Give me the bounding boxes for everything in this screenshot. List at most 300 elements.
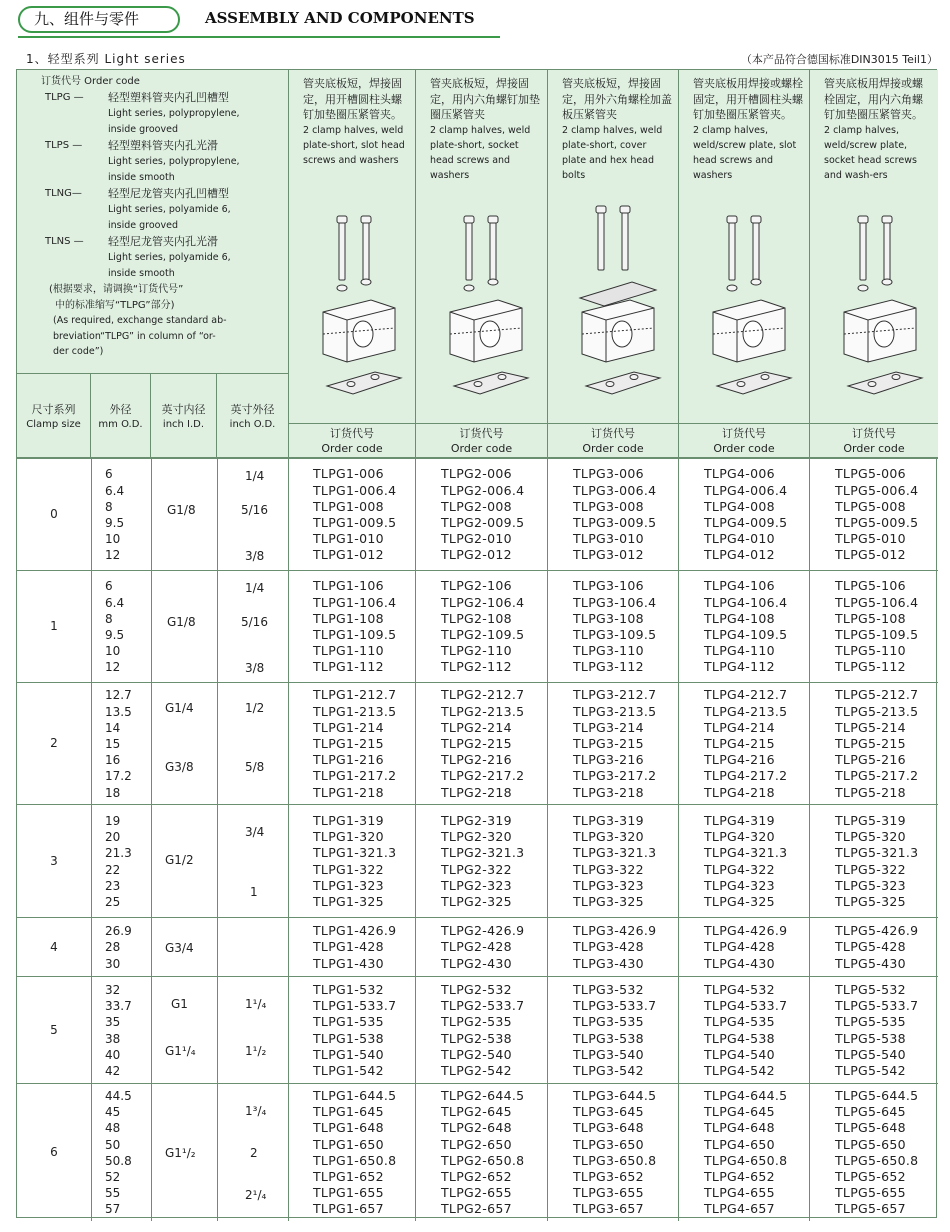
order-code-cell[interactable]: TLPG5-655 bbox=[835, 1185, 906, 1201]
order-code-list bbox=[313, 813, 396, 910]
order-code-cell[interactable]: TLPG3-650.8 bbox=[573, 1152, 657, 1168]
inch-od: 3/4 bbox=[245, 825, 265, 839]
order-code-cell[interactable]: TLPG4-006.4 bbox=[704, 482, 788, 498]
order-code-cell[interactable]: TLPG2-008 bbox=[441, 498, 512, 514]
order-code-list bbox=[313, 923, 396, 972]
order-code-cell[interactable]: TLPG1-426.9 bbox=[313, 923, 397, 939]
order-code-cell[interactable]: TLPG4-648 bbox=[704, 1120, 775, 1136]
order-code-cell[interactable]: TLPG5-535 bbox=[835, 1014, 906, 1030]
order-code-header bbox=[679, 423, 809, 457]
legend-en-text: inside grooved bbox=[108, 220, 178, 231]
order-code-cell[interactable]: TLPG5-213.5 bbox=[835, 703, 919, 719]
order-code-cell[interactable]: TLPG1-535 bbox=[313, 1014, 384, 1030]
legend-entry-line bbox=[45, 234, 288, 250]
order-code-cell[interactable]: TLPG5-426.9 bbox=[835, 923, 919, 939]
order-code-cell[interactable]: TLPG2-532 bbox=[441, 981, 512, 997]
order-code-cell[interactable]: TLPG4-540 bbox=[704, 1046, 775, 1062]
order-code-cell[interactable]: TLPG1-323 bbox=[313, 877, 384, 893]
order-code-cell[interactable]: TLPG5-319 bbox=[835, 812, 906, 828]
order-code-cell[interactable]: TLPG4-215 bbox=[704, 735, 775, 751]
order-code-cell[interactable]: TLPG3-110 bbox=[573, 643, 644, 659]
order-code-cell[interactable]: TLPG4-644.5 bbox=[704, 1088, 788, 1103]
order-code-cell[interactable]: TLPG4-213.5 bbox=[704, 703, 788, 719]
order-code-cell[interactable]: TLPG5-110 bbox=[835, 643, 906, 659]
order-code-cell[interactable]: TLPG5-008 bbox=[835, 498, 906, 514]
legend-en-2 bbox=[45, 122, 288, 138]
order-code-cell[interactable]: TLPG3-650 bbox=[573, 1136, 644, 1152]
order-code-cell[interactable]: TLPG2-218 bbox=[441, 784, 512, 800]
inch-od: 1 bbox=[250, 885, 258, 899]
legend-en-text: inside smooth bbox=[108, 172, 175, 183]
order-code-cell[interactable]: TLPG2-430 bbox=[441, 955, 512, 971]
order-code-cell[interactable]: TLPG4-319 bbox=[704, 812, 775, 828]
order-code-cell[interactable]: TLPG5-214 bbox=[835, 719, 906, 735]
od-value: 55 bbox=[105, 1186, 121, 1201]
order-code-cell[interactable]: TLPG4-010 bbox=[704, 531, 775, 547]
order-code-cell[interactable]: TLPG4-006 bbox=[704, 466, 775, 482]
order-code-cell[interactable]: TLPG5-320 bbox=[835, 829, 906, 845]
order-code-cell[interactable]: TLPG3-645 bbox=[573, 1104, 644, 1120]
order-code-cell[interactable]: TLPG3-217.2 bbox=[573, 768, 657, 784]
order-code-cell[interactable]: TLPG1-006.4 bbox=[313, 482, 397, 498]
order-code-cell[interactable]: TLPG5-430 bbox=[835, 955, 906, 971]
order-code-cell[interactable]: TLPG5-212.7 bbox=[835, 687, 919, 703]
order-code-cell[interactable]: TLPG2-542 bbox=[441, 1062, 512, 1078]
order-code-cell[interactable]: TLPG1-540 bbox=[313, 1046, 384, 1062]
order-code-cell[interactable]: TLPG2-112 bbox=[441, 659, 512, 675]
order-code-cell[interactable]: TLPG2-109.5 bbox=[441, 627, 525, 642]
order-code-cell[interactable]: TLPG2-657 bbox=[441, 1201, 512, 1217]
order-code-cell[interactable]: TLPG1-321.3 bbox=[313, 845, 397, 861]
order-code-cell[interactable]: TLPG3-012 bbox=[573, 547, 644, 563]
product-description bbox=[430, 76, 541, 183]
order-code-cell[interactable]: TLPG3-320 bbox=[573, 829, 644, 845]
order-code-cell[interactable]: TLPG1-214 bbox=[313, 719, 384, 735]
order-code-cell[interactable]: TLPG1-322 bbox=[313, 861, 384, 877]
order-code-cell[interactable]: TLPG4-214 bbox=[704, 719, 775, 735]
order-code-en: Order code bbox=[843, 442, 905, 455]
order-code-cell[interactable]: TLPG5-009.5 bbox=[835, 515, 919, 530]
order-code-cell[interactable]: TLPG2-323 bbox=[441, 877, 512, 893]
order-code-cell[interactable]: TLPG4-110 bbox=[704, 643, 775, 659]
od-value: 14 bbox=[105, 720, 121, 735]
order-code-list bbox=[573, 687, 656, 800]
od-list bbox=[105, 813, 132, 910]
order-code-cell[interactable]: TLPG1-012 bbox=[313, 547, 384, 563]
order-code-cell[interactable]: TLPG2-214 bbox=[441, 719, 512, 735]
order-code-cell[interactable]: TLPG3-106.4 bbox=[573, 594, 657, 610]
inch-od-zh: 英寸外径 bbox=[230, 403, 275, 416]
order-code-zh: 订货代号 bbox=[459, 427, 504, 440]
order-code-cell[interactable]: TLPG5-657 bbox=[835, 1201, 906, 1217]
clamp-assembly-drawing bbox=[428, 200, 536, 400]
table-body bbox=[17, 457, 938, 1219]
order-code-cell[interactable]: TLPG1-650 bbox=[313, 1136, 384, 1152]
order-code-cell[interactable]: TLPG1-319 bbox=[313, 812, 384, 828]
order-code-cell[interactable]: TLPG1-533.7 bbox=[313, 998, 397, 1014]
od-en: mm O.D. bbox=[98, 419, 143, 430]
order-code-cell[interactable]: TLPG5-109.5 bbox=[835, 627, 919, 642]
order-code-cell[interactable]: TLPG3-109.5 bbox=[573, 627, 657, 642]
order-code-cell[interactable]: TLPG1-218 bbox=[313, 784, 384, 800]
order-code-cell[interactable]: TLPG5-321.3 bbox=[835, 845, 919, 861]
order-code-cell[interactable]: TLPG4-106.4 bbox=[704, 594, 788, 610]
order-code-cell[interactable]: TLPG4-535 bbox=[704, 1014, 775, 1030]
order-code-cell[interactable]: TLPG3-213.5 bbox=[573, 703, 657, 719]
order-code-cell[interactable]: TLPG3-648 bbox=[573, 1120, 644, 1136]
order-code-cell[interactable]: TLPG3-008 bbox=[573, 498, 644, 514]
order-code-cell[interactable]: TLPG2-644.5 bbox=[441, 1088, 525, 1103]
order-code-cell[interactable]: TLPG1-538 bbox=[313, 1030, 384, 1046]
order-code-cell[interactable]: TLPG4-533.7 bbox=[704, 998, 788, 1014]
legend-en-2 bbox=[45, 170, 288, 186]
order-code-cell[interactable]: TLPG3-006.4 bbox=[573, 482, 657, 498]
order-code-cell[interactable]: TLPG5-010 bbox=[835, 531, 906, 547]
order-code-list bbox=[835, 687, 918, 800]
order-code-cell[interactable]: TLPG5-542 bbox=[835, 1062, 906, 1078]
order-code-cell[interactable]: TLPG4-212.7 bbox=[704, 687, 788, 703]
order-code-cell[interactable]: TLPG3-426.9 bbox=[573, 923, 657, 939]
order-code-cell[interactable]: TLPG3-322 bbox=[573, 861, 644, 877]
inch-id: G3/8 bbox=[165, 760, 194, 774]
order-code-cell[interactable]: TLPG5-540 bbox=[835, 1046, 906, 1062]
order-code-cell[interactable]: TLPG1-106.4 bbox=[313, 594, 397, 610]
group-size-3 bbox=[17, 805, 938, 918]
order-code-cell[interactable]: TLPG3-323 bbox=[573, 877, 644, 893]
order-code-cell[interactable]: TLPG3-216 bbox=[573, 752, 644, 768]
product-desc-en: 2 clamp halves, weld/screw plate, slot head screws and washers bbox=[693, 124, 797, 181]
legend-entry bbox=[45, 138, 288, 186]
order-code-cell[interactable]: TLPG2-009.5 bbox=[441, 515, 525, 530]
order-code-list bbox=[313, 1088, 396, 1218]
legend-en-1 bbox=[45, 202, 288, 218]
order-code-cell[interactable]: TLPG4-321.3 bbox=[704, 845, 788, 861]
order-code-cell[interactable]: TLPG2-006.4 bbox=[441, 482, 525, 498]
order-code-cell[interactable]: TLPG4-428 bbox=[704, 939, 775, 955]
order-code-block bbox=[17, 70, 288, 373]
group-size-4 bbox=[17, 918, 938, 977]
order-code-cell[interactable]: TLPG2-212.7 bbox=[441, 687, 525, 703]
od-value: 18 bbox=[105, 785, 121, 800]
order-code-cell[interactable]: TLPG4-320 bbox=[704, 829, 775, 845]
order-code-list bbox=[441, 923, 524, 972]
order-code-cell[interactable]: TLPG3-212.7 bbox=[573, 687, 657, 703]
order-code-cell[interactable]: TLPG4-008 bbox=[704, 498, 775, 514]
product-description bbox=[824, 76, 932, 183]
order-code-cell[interactable]: TLPG2-319 bbox=[441, 812, 512, 828]
inch-id-header bbox=[151, 374, 217, 458]
clamp-assembly-drawing bbox=[691, 200, 799, 400]
order-code-cell[interactable]: TLPG3-652 bbox=[573, 1169, 644, 1185]
order-code-cell[interactable]: TLPG4-645 bbox=[704, 1104, 775, 1120]
od-value: 16 bbox=[105, 753, 121, 768]
order-code-cell[interactable]: TLPG4-426.9 bbox=[704, 923, 788, 939]
order-code-cell[interactable]: TLPG3-657 bbox=[573, 1201, 644, 1217]
order-code-zh: 订货代号 bbox=[852, 427, 896, 440]
inch-id: G3/4 bbox=[165, 941, 194, 955]
order-code-cell[interactable]: TLPG3-108 bbox=[573, 610, 644, 626]
order-code-cell[interactable]: TLPG3-540 bbox=[573, 1046, 644, 1062]
order-code-cell[interactable]: TLPG5-648 bbox=[835, 1120, 906, 1136]
order-code-cell[interactable]: TLPG1-428 bbox=[313, 939, 384, 955]
order-code-cell[interactable]: TLPG2-540 bbox=[441, 1046, 512, 1062]
order-code-title: 订货代号 Order code bbox=[41, 76, 140, 87]
order-code-cell[interactable]: TLPG1-652 bbox=[313, 1169, 384, 1185]
inch-od: 5/8 bbox=[245, 760, 265, 774]
order-code-cell[interactable]: TLPG5-006.4 bbox=[835, 482, 919, 498]
order-code-cell[interactable]: TLPG3-655 bbox=[573, 1185, 644, 1201]
order-code-cell[interactable]: TLPG4-322 bbox=[704, 861, 775, 877]
order-code-cell[interactable]: TLPG2-217.2 bbox=[441, 768, 525, 784]
order-code-cell[interactable]: TLPG3-010 bbox=[573, 531, 644, 547]
order-code-cell[interactable]: TLPG3-428 bbox=[573, 939, 644, 955]
order-code-cell[interactable]: TLPG5-645 bbox=[835, 1104, 906, 1120]
od-value: 10 bbox=[105, 644, 121, 659]
order-code-cell[interactable]: TLPG5-006 bbox=[835, 466, 906, 482]
legend-entry-line bbox=[45, 186, 288, 202]
od-value: 48 bbox=[105, 1121, 121, 1136]
order-code-cell[interactable]: TLPG5-106.4 bbox=[835, 594, 919, 610]
order-code-cell[interactable]: TLPG3-542 bbox=[573, 1062, 644, 1078]
order-code-cell[interactable]: TLPG2-108 bbox=[441, 610, 512, 626]
order-code-cell[interactable]: TLPG5-322 bbox=[835, 861, 906, 877]
order-code-cell[interactable]: TLPG4-650 bbox=[704, 1136, 775, 1152]
order-code-cell[interactable]: TLPG3-321.3 bbox=[573, 845, 657, 861]
order-code-cell[interactable]: TLPG5-533.7 bbox=[835, 998, 919, 1014]
inch-id: G1¹/₂ bbox=[165, 1146, 196, 1160]
od-value: 8 bbox=[105, 499, 113, 514]
order-code-cell[interactable]: TLPG2-650 bbox=[441, 1136, 512, 1152]
order-code-cell[interactable]: TLPG5-650.8 bbox=[835, 1152, 919, 1168]
order-code-list bbox=[573, 923, 656, 972]
clamp-assembly-drawing bbox=[560, 200, 668, 400]
order-code-cell[interactable]: TLPG2-110 bbox=[441, 643, 512, 659]
product-desc-zh: 管夹底板短，焊接固定，用内六角螺钉加垫圈压紧管夹 bbox=[430, 77, 540, 121]
od-list bbox=[105, 466, 124, 563]
order-code-cell[interactable]: TLPG1-655 bbox=[313, 1185, 384, 1201]
series-subtitle: 1、轻型系列 Light series bbox=[26, 52, 186, 66]
order-code-cell[interactable]: TLPG4-655 bbox=[704, 1185, 775, 1201]
order-code-cell[interactable]: TLPG5-216 bbox=[835, 752, 906, 768]
order-code-cell[interactable]: TLPG5-215 bbox=[835, 735, 906, 751]
od-value: 50 bbox=[105, 1137, 121, 1152]
order-code-cell[interactable]: TLPG3-644.5 bbox=[573, 1088, 657, 1103]
order-code-list bbox=[313, 466, 396, 563]
order-code-cell[interactable]: TLPG2-645 bbox=[441, 1104, 512, 1120]
order-code-cell[interactable]: TLPG1-213.5 bbox=[313, 703, 397, 719]
order-code-cell[interactable]: TLPG1-109.5 bbox=[313, 627, 397, 642]
order-code-cell[interactable]: TLPG1-212.7 bbox=[313, 687, 397, 703]
order-code-cell[interactable]: TLPG5-112 bbox=[835, 659, 906, 675]
order-code-cell[interactable]: TLPG4-430 bbox=[704, 955, 775, 971]
order-code-cell[interactable]: TLPG1-657 bbox=[313, 1201, 384, 1217]
order-code-cell[interactable]: TLPG3-533.7 bbox=[573, 998, 657, 1014]
order-code-cell[interactable]: TLPG2-426.9 bbox=[441, 923, 525, 939]
order-code-cell[interactable]: TLPG2-652 bbox=[441, 1169, 512, 1185]
order-code-cell[interactable]: TLPG5-538 bbox=[835, 1030, 906, 1046]
product-column-4 bbox=[678, 70, 809, 457]
order-code-cell[interactable]: TLPG2-650.8 bbox=[441, 1152, 525, 1168]
order-code-cell[interactable]: TLPG1-008 bbox=[313, 498, 384, 514]
inch-od: 1¹/₄ bbox=[245, 997, 267, 1011]
order-code-cell[interactable]: TLPG4-652 bbox=[704, 1169, 775, 1185]
order-code-cell[interactable]: TLPG2-538 bbox=[441, 1030, 512, 1046]
order-note bbox=[49, 282, 288, 360]
order-code-cell[interactable]: TLPG1-006 bbox=[313, 466, 384, 482]
order-code-cell[interactable]: TLPG1-648 bbox=[313, 1120, 384, 1136]
order-code-cell[interactable]: TLPG5-218 bbox=[835, 784, 906, 800]
order-code-cell[interactable]: TLPG4-112 bbox=[704, 659, 775, 675]
order-code-cell[interactable]: TLPG1-320 bbox=[313, 829, 384, 845]
order-code-cell[interactable]: TLPG1-430 bbox=[313, 955, 384, 971]
order-code-cell[interactable]: TLPG2-322 bbox=[441, 861, 512, 877]
order-code-cell[interactable]: TLPG5-325 bbox=[835, 893, 906, 909]
order-code-cell[interactable]: TLPG1-108 bbox=[313, 610, 384, 626]
order-code-cell[interactable]: TLPG2-216 bbox=[441, 752, 512, 768]
order-code-cell[interactable]: TLPG3-106 bbox=[573, 578, 644, 594]
order-code-cell[interactable]: TLPG1-645 bbox=[313, 1104, 384, 1120]
order-code-cell[interactable]: TLPG3-538 bbox=[573, 1030, 644, 1046]
clamp-size-value: 4 bbox=[50, 939, 58, 954]
order-code-cell[interactable]: TLPG4-542 bbox=[704, 1062, 775, 1078]
order-code-cell[interactable]: TLPG4-323 bbox=[704, 877, 775, 893]
order-code-cell[interactable]: TLPG4-650.8 bbox=[704, 1152, 788, 1168]
order-code-cell[interactable]: TLPG2-213.5 bbox=[441, 703, 525, 719]
product-desc-zh: 管夹底板短，焊接固定，用开槽圆柱头螺钉加垫圈压紧管夹。 bbox=[303, 77, 402, 121]
order-code-legend bbox=[17, 70, 288, 457]
order-code-cell[interactable]: TLPG2-106.4 bbox=[441, 594, 525, 610]
product-desc-en: 2 clamp halves, weld plate-short, slot head screws and washers bbox=[303, 124, 405, 166]
order-code-cell[interactable]: TLPG4-012 bbox=[704, 547, 775, 563]
order-code-cell[interactable]: TLPG5-012 bbox=[835, 547, 906, 563]
order-code-cell[interactable]: TLPG2-655 bbox=[441, 1185, 512, 1201]
order-code-cell[interactable]: TLPG3-319 bbox=[573, 812, 644, 828]
order-code-cell[interactable]: TLPG3-215 bbox=[573, 735, 644, 751]
order-code-cell[interactable]: TLPG3-218 bbox=[573, 784, 644, 800]
order-code-list bbox=[573, 1088, 656, 1218]
order-code-list bbox=[573, 578, 656, 675]
order-code-cell[interactable]: TLPG5-652 bbox=[835, 1169, 906, 1185]
legend-en-1 bbox=[45, 250, 288, 266]
order-code-cell[interactable]: TLPG3-006 bbox=[573, 466, 644, 482]
order-code-cell[interactable]: TLPG1-217.2 bbox=[313, 768, 397, 784]
order-code-cell[interactable]: TLPG4-109.5 bbox=[704, 627, 788, 642]
order-code-cell[interactable]: TLPG5-108 bbox=[835, 610, 906, 626]
order-code-cell[interactable]: TLPG4-538 bbox=[704, 1030, 775, 1046]
order-code-cell[interactable]: TLPG4-216 bbox=[704, 752, 775, 768]
od-value: 38 bbox=[105, 1031, 121, 1046]
od-value: 32 bbox=[105, 982, 121, 997]
order-code-list bbox=[441, 578, 524, 675]
order-code-list bbox=[573, 466, 656, 563]
order-code-cell[interactable]: TLPG3-532 bbox=[573, 981, 644, 997]
note-zh-1: (根据要求，请调换“订货代号” bbox=[49, 284, 184, 295]
order-code-cell[interactable]: TLPG3-214 bbox=[573, 719, 644, 735]
order-code-cell[interactable]: TLPG4-657 bbox=[704, 1201, 775, 1217]
order-code-cell[interactable]: TLPG1-216 bbox=[313, 752, 384, 768]
od-value: 17.2 bbox=[105, 769, 132, 784]
order-code-cell[interactable]: TLPG4-218 bbox=[704, 784, 775, 800]
order-code-list bbox=[313, 687, 396, 800]
order-code-cell[interactable]: TLPG3-112 bbox=[573, 659, 644, 675]
order-code-cell[interactable]: TLPG1-110 bbox=[313, 643, 384, 659]
order-code-list bbox=[835, 982, 918, 1079]
order-code-cell[interactable]: TLPG2-012 bbox=[441, 547, 512, 563]
order-code-cell[interactable]: TLPG2-010 bbox=[441, 531, 512, 547]
order-code-header bbox=[289, 423, 415, 457]
inch-id: G1/2 bbox=[165, 853, 194, 867]
order-code-cell[interactable]: TLPG1-010 bbox=[313, 531, 384, 547]
order-code-cell[interactable]: TLPG5-650 bbox=[835, 1136, 906, 1152]
legend-en-2 bbox=[45, 218, 288, 234]
od-list bbox=[105, 578, 124, 675]
order-code-cell[interactable]: TLPG4-217.2 bbox=[704, 768, 788, 784]
order-code-cell[interactable]: TLPG1-650.8 bbox=[313, 1152, 397, 1168]
order-code-cell[interactable]: TLPG1-009.5 bbox=[313, 515, 397, 530]
order-code-en: Order code bbox=[582, 442, 644, 455]
od-value: 9.5 bbox=[105, 628, 125, 642]
order-code-cell[interactable]: TLPG2-428 bbox=[441, 939, 512, 955]
od-value: 57 bbox=[105, 1202, 121, 1217]
order-code-cell[interactable]: TLPG2-648 bbox=[441, 1120, 512, 1136]
od-value: 6.4 bbox=[105, 595, 125, 610]
order-code-cell[interactable]: TLPG4-106 bbox=[704, 578, 775, 594]
order-code-cell[interactable]: TLPG1-644.5 bbox=[313, 1088, 397, 1103]
od-value: 6 bbox=[105, 579, 113, 594]
order-code-cell[interactable]: TLPG1-112 bbox=[313, 659, 384, 675]
order-code-list bbox=[441, 687, 524, 800]
order-code-cell[interactable]: TLPG4-108 bbox=[704, 610, 775, 626]
product-desc-en: 2 clamp halves, weld/screw plate, socket head screws and wash-ers bbox=[824, 124, 917, 181]
order-code-cell[interactable]: TLPG2-535 bbox=[441, 1014, 512, 1030]
od-value: 40 bbox=[105, 1047, 121, 1062]
order-code-cell[interactable]: TLPG3-325 bbox=[573, 893, 644, 909]
order-code-cell[interactable]: TLPG2-321.3 bbox=[441, 845, 525, 861]
order-code-cell[interactable]: TLPG1-325 bbox=[313, 893, 384, 909]
order-code-cell[interactable]: TLPG5-644.5 bbox=[835, 1088, 919, 1103]
order-code-cell[interactable]: TLPG2-215 bbox=[441, 735, 512, 751]
clamp-size-value: 1 bbox=[50, 619, 58, 633]
order-code-cell[interactable]: TLPG1-106 bbox=[313, 578, 384, 594]
order-code-cell[interactable]: TLPG4-009.5 bbox=[704, 515, 788, 530]
order-code-list bbox=[441, 813, 524, 910]
order-code-zh: 订货代号 bbox=[591, 427, 635, 440]
order-code-cell[interactable]: TLPG5-217.2 bbox=[835, 768, 919, 784]
order-code-cell[interactable]: TLPG1-215 bbox=[313, 735, 384, 751]
order-code-cell[interactable]: TLPG5-323 bbox=[835, 877, 906, 893]
order-code-list bbox=[313, 578, 396, 675]
order-code-cell[interactable]: TLPG4-532 bbox=[704, 981, 775, 997]
order-code-cell[interactable]: TLPG2-006 bbox=[441, 466, 512, 482]
order-code-cell[interactable]: TLPG5-532 bbox=[835, 981, 906, 997]
order-code-cell[interactable]: TLPG4-325 bbox=[704, 893, 775, 909]
order-code-cell[interactable]: TLPG3-009.5 bbox=[573, 515, 657, 530]
order-code-cell[interactable]: TLPG5-106 bbox=[835, 578, 906, 594]
order-code-cell[interactable]: TLPG1-532 bbox=[313, 981, 384, 997]
order-code-cell[interactable]: TLPG2-325 bbox=[441, 893, 512, 909]
order-code-cell[interactable]: TLPG3-535 bbox=[573, 1014, 644, 1030]
order-code-cell[interactable]: TLPG5-428 bbox=[835, 939, 906, 955]
order-code-list bbox=[704, 687, 787, 800]
inch-od: 1¹/₂ bbox=[245, 1044, 267, 1058]
order-code-cell[interactable]: TLPG3-430 bbox=[573, 955, 644, 971]
group-size-5 bbox=[17, 977, 938, 1084]
order-code-cell[interactable]: TLPG2-533.7 bbox=[441, 998, 525, 1014]
order-code-cell[interactable]: TLPG2-320 bbox=[441, 829, 512, 845]
order-code-cell[interactable]: TLPG1-542 bbox=[313, 1062, 384, 1078]
order-code-list bbox=[835, 466, 918, 563]
order-code-cell[interactable]: TLPG2-106 bbox=[441, 578, 512, 594]
